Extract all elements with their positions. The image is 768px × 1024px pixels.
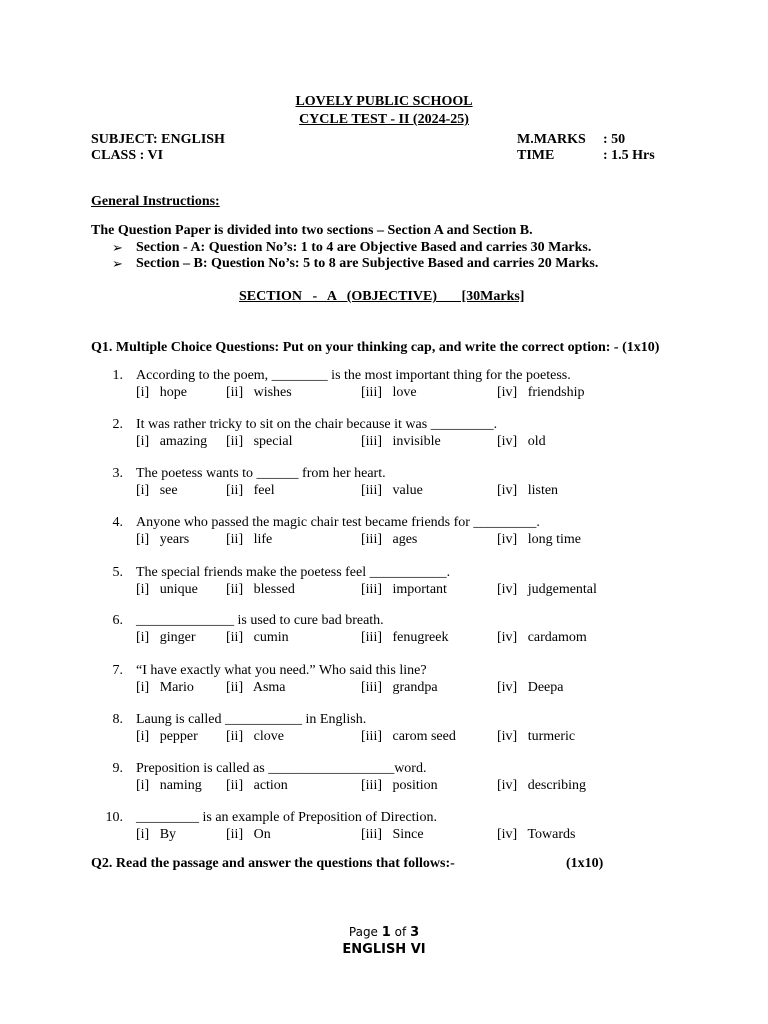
option-i: [i] pepper: [136, 729, 198, 744]
max-marks-value: : 50: [603, 132, 626, 147]
option-iv: [iv] Towards: [497, 827, 576, 842]
option-iv: [iv] cardamom: [497, 630, 587, 645]
footer-subject: ENGLISH VI: [342, 942, 426, 957]
question-number: 8.: [112, 712, 123, 727]
instruction-item: Section - A: Question No’s: 1 to 4 are Objective Based and carries 30 Marks.: [136, 240, 592, 255]
option-iii: [iii] invisible: [361, 434, 441, 449]
page-prefix: Page: [348, 925, 378, 939]
instruction-item: Section – B: Question No’s: 5 to 8 are Subjective Based and carries 20 Marks.: [136, 256, 599, 271]
option-iii: [iii] value: [361, 483, 423, 498]
q1-heading: Q1. Multiple Choice Questions: Put on your thinking cap, and write the correct option: - (1x10): [91, 340, 660, 355]
option-i: [i] unique: [136, 582, 198, 597]
instructions-intro: The Question Paper is divided into two sections – Section A and Section B.: [91, 223, 533, 238]
page-indicator: [0, 924, 768, 941]
question-text: _________ is an example of Preposition of Direction.: [136, 810, 437, 825]
page-total: 3: [410, 925, 420, 940]
option-iii: [iii] fenugreek: [361, 630, 449, 645]
class-label: CLASS : VI: [91, 148, 164, 163]
question-number: 2.: [112, 417, 123, 432]
option-i: [i] years: [136, 532, 190, 547]
option-iv: [iv] old: [497, 434, 546, 449]
question-number: 4.: [112, 515, 123, 530]
option-i: [i] naming: [136, 778, 202, 793]
question-number: 7.: [112, 663, 123, 678]
question-number: 9.: [112, 761, 123, 776]
option-ii: [ii] wishes: [226, 385, 292, 400]
option-iii: [iii] important: [361, 582, 447, 597]
question-text: “I have exactly what you need.” Who said this line?: [136, 663, 427, 678]
option-ii: [ii] On: [226, 827, 271, 842]
q2-marks: (1x10): [566, 856, 604, 871]
option-iv: [iv] describing: [497, 778, 587, 793]
test-title: CYCLE TEST - II (2024-25): [299, 112, 469, 127]
option-iii: [iii] love: [361, 385, 417, 400]
q2-heading: Q2. Read the passage and answer the questions that follows:-: [91, 856, 455, 871]
option-iii: [iii] carom seed: [361, 729, 456, 744]
question-text: According to the poem, ________ is the most important thing for the poetess.: [136, 368, 571, 383]
arrow-bullet-icon: ➢: [112, 256, 123, 271]
section-a-title: SECTION - A (OBJECTIVE) [30Marks]: [239, 289, 525, 304]
option-iv: [iv] friendship: [497, 385, 585, 400]
option-ii: [ii] clove: [226, 729, 284, 744]
page-of: of: [394, 925, 407, 939]
option-iv: [iv] turmeric: [497, 729, 576, 744]
option-ii: [ii] feel: [226, 483, 275, 498]
max-marks-label: M.MARKS: [517, 132, 586, 147]
time-label: TIME: [517, 148, 555, 163]
question-text: Laung is called ___________ in English.: [136, 712, 367, 727]
option-iii: [iii] grandpa: [361, 680, 438, 695]
arrow-bullet-icon: ➢: [112, 240, 123, 255]
option-iii: [iii] ages: [361, 532, 418, 547]
question-number: 1.: [112, 368, 123, 383]
question-number: 10.: [105, 810, 123, 825]
option-i: [i] amazing: [136, 434, 208, 449]
option-i: [i] see: [136, 483, 178, 498]
question-text: The special friends make the poetess feel ___________.: [136, 565, 451, 580]
school-name: LOVELY PUBLIC SCHOOL: [295, 94, 473, 109]
option-i: [i] By: [136, 827, 177, 842]
instructions-title: General Instructions:: [91, 194, 220, 209]
question-number: 5.: [112, 565, 123, 580]
question-text: The poetess wants to ______ from her heart.: [136, 466, 386, 481]
option-iv: [iv] listen: [497, 483, 559, 498]
option-ii: [ii] Asma: [226, 680, 286, 695]
page-current: 1: [381, 925, 391, 940]
question-text: It was rather tricky to sit on the chair because it was _________.: [136, 417, 498, 432]
option-ii: [ii] cumin: [226, 630, 289, 645]
option-ii: [ii] blessed: [226, 582, 295, 597]
option-iv: [iv] judgemental: [497, 582, 597, 597]
option-iv: [iv] Deepa: [497, 680, 564, 695]
subject-label: SUBJECT: ENGLISH: [91, 132, 225, 147]
question-text: ______________ is used to cure bad breath.: [136, 613, 384, 628]
option-ii: [ii] life: [226, 532, 273, 547]
option-iii: [iii] position: [361, 778, 438, 793]
option-ii: [ii] action: [226, 778, 288, 793]
option-i: [i] hope: [136, 385, 187, 400]
option-i: [i] Mario: [136, 680, 194, 695]
question-text: Preposition is called as __________________word.: [136, 761, 427, 776]
option-ii: [ii] special: [226, 434, 293, 449]
question-text: Anyone who passed the magic chair test became friends for _________.: [136, 515, 540, 530]
option-iii: [iii] Since: [361, 827, 424, 842]
question-number: 6.: [112, 613, 123, 628]
time-value: : 1.5 Hrs: [603, 148, 655, 163]
question-number: 3.: [112, 466, 123, 481]
option-i: [i] ginger: [136, 630, 196, 645]
option-iv: [iv] long time: [497, 532, 581, 547]
